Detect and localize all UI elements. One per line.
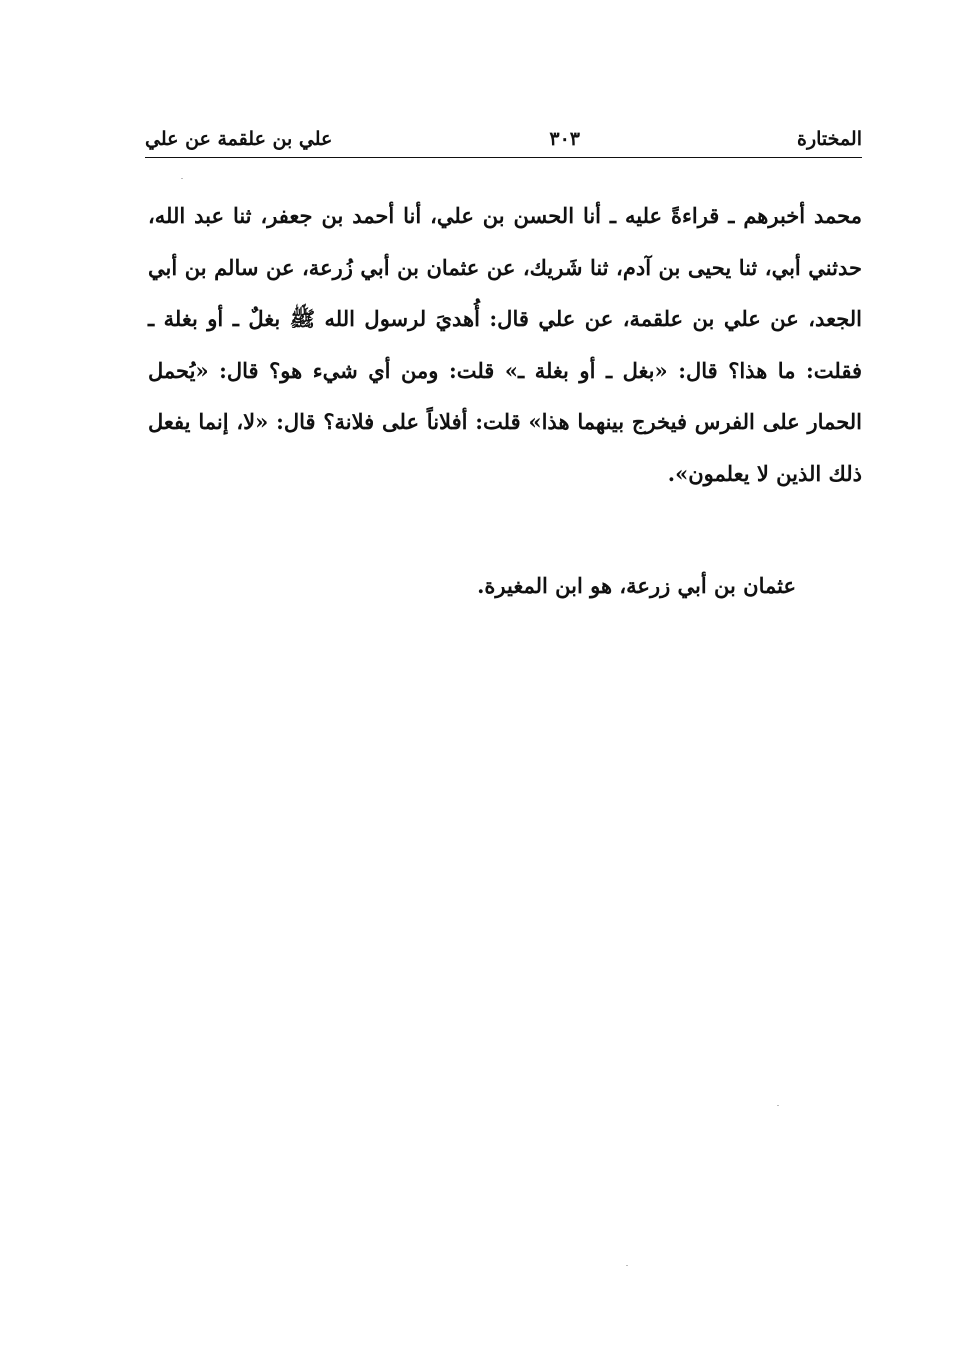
footnote-paragraph: عثمان بن أبي زرعة، هو ابن المغيرة. (477, 573, 796, 598)
header-rule (145, 157, 862, 158)
scan-speck (626, 1265, 628, 1266)
book-title: المختارة (797, 128, 862, 150)
scan-speck (777, 1105, 779, 1106)
hadith-paragraph: محمد أخبرهم ـ قراءةً عليه ـ أنا الحسن بن علي، أنا أحمد بن جعفر، ثنا عبد الله، حدثني أبي، ثنا يحيى بن آدم، ثنا شَريك، عن عثمان بن أبي زُرعة، عن سالم بن أبي الجعد، عن علي بن علقمة، عن علي قال: أُهديَ لرسول الله ﷺ بغلٌ ـ أو بغلة ـ فقلت: ما هذا؟ قال: «بغل ـ أو بغلة ـ» قلت: ومن أي شيء هو؟ قال: «يُحمل الحمار على الفرس فيخرج بينهما هذا» قلت: أفلاناً على فلانة؟ قال: «لا، إنما يفعل ذلك الذين لا يعلمون». (148, 203, 862, 486)
section-title: علي بن علقمة عن علي (145, 128, 333, 150)
page-number: ٣٠٣ (549, 128, 580, 150)
main-text (148, 190, 862, 499)
running-header (145, 122, 862, 156)
scan-speck (181, 178, 183, 179)
